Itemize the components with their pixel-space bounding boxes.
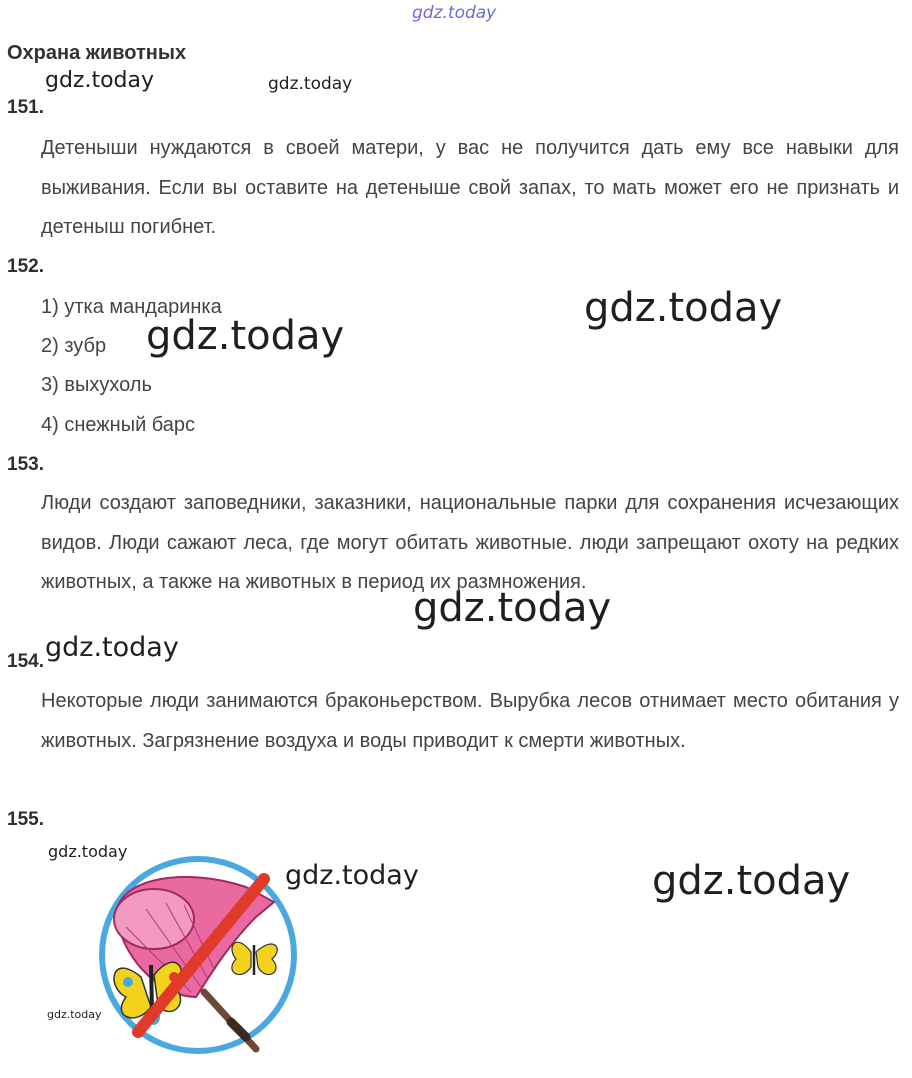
watermark: gdz.today: [146, 313, 345, 359]
watermark: gdz.today: [45, 632, 179, 663]
watermark: gdz.today: [584, 285, 783, 331]
watermark: gdz.today: [45, 68, 155, 93]
watermark: gdz.today: [268, 74, 353, 94]
list-item: 1) утка мандаринка: [41, 296, 222, 318]
page-title: Охрана животных: [7, 42, 187, 64]
watermark-top: gdz.today: [412, 3, 497, 23]
task-number-152: 152.: [7, 256, 44, 277]
watermark: gdz.today: [48, 842, 128, 861]
task-151-answer: Детеныши нуждаются в своей матери, у вас не получится дать ему все навыки для выживания. Если вы оставите на детеныше свой запах, то мать может его не признать и детеныш погибнет.: [41, 137, 899, 238]
task-153-answer: Люди создают заповедники, заказники, национальные парки для сохранения исчезающих видов. Люди сажают леса, где могут обитать животные. люди запрещают охоту на редких животных, а также на животных в период их размножения.: [41, 492, 899, 593]
task-number-153: 153.: [7, 454, 44, 475]
task-154-answer: Некоторые люди занимаются браконьерством. Вырубка лесов отнимает место обитания у животных. Загрязнение воздуха и воды приводит к смерти животных.: [41, 690, 899, 752]
watermark: gdz.today: [413, 585, 612, 631]
task-number-151: 151.: [7, 97, 44, 118]
watermark: gdz.today: [652, 858, 851, 904]
watermark: gdz.today: [47, 1008, 102, 1021]
task-number-155: 155.: [7, 809, 44, 830]
watermark: gdz.today: [285, 860, 419, 891]
task-number-154: 154.: [7, 651, 44, 672]
list-item: 3) выхухоль: [41, 374, 152, 396]
list-item: 2) зубр: [41, 335, 107, 357]
no-butterfly-net-icon: [96, 847, 300, 1063]
list-item: 4) снежный барс: [41, 414, 196, 436]
